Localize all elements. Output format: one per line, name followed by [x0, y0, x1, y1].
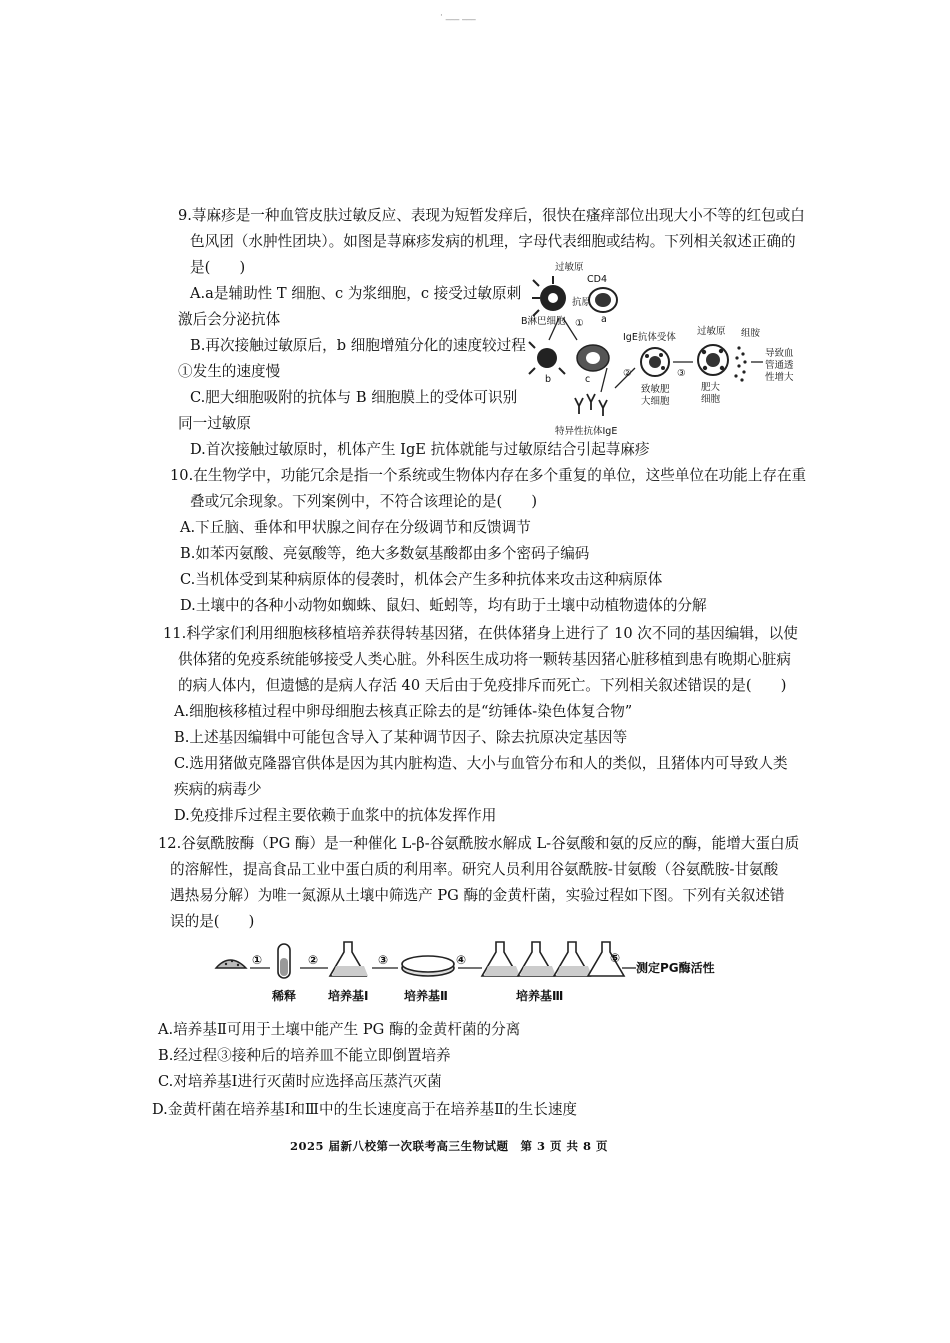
flow-step2-label: ② [308, 953, 319, 967]
flask-medium3-c-icon [554, 942, 592, 976]
fig9-effect-label-2: 管通透 [765, 360, 794, 371]
q11-stem-line-1: 11.科学家们利用细胞核移植培养获得转基因猪，在供体猪身上进行了 10 次不同的基因编辑，以使 [163, 625, 798, 642]
soil-sample-icon [216, 960, 246, 968]
q9-option-a[interactable]: A.a是辅助性 T 细胞、c 为浆细胞，c 接受过敏原刺 [190, 285, 522, 302]
q9-option-b-cont: ①发生的速度慢 [178, 363, 281, 380]
fig9-histamine-label: 组胺 [741, 328, 761, 339]
fig9-mast-label: 肥大 [701, 382, 721, 393]
q11-stem-line-2: 供体猪的免疫系统能够接受人类心脏。外科医生成功将一颗转基因猪心脏移植到患有晚期心脏病 [178, 651, 791, 668]
ige-antibody-icon [575, 394, 607, 416]
q9-option-c[interactable]: C.肥大细胞吸附的抗体与 B 细胞膜上的受体可识别 [190, 389, 518, 406]
fig9-sensitized-label-2: 大细胞 [641, 396, 670, 407]
fig9-allergen2-label: 过敏原 [697, 326, 726, 337]
scan-mark: · ___ ___ [440, 11, 476, 21]
plasma-cell-icon [577, 345, 609, 371]
flow-medium3-label: 培养基Ⅲ [516, 989, 564, 1003]
q9-option-b[interactable]: B.再次接触过敏原后，b 细胞增殖分化的速度较过程 [190, 337, 526, 354]
fig9-allergen-top-label: 过敏原 [555, 262, 584, 273]
q11-option-b[interactable]: B.上述基因编辑中可能包含导入了某种调节因子、除去抗原决定基因等 [174, 729, 628, 746]
q11-option-a[interactable]: A.细胞核移植过程中卵母细胞去核真正除去的是“纺锤体-染色体复合物” [174, 703, 633, 720]
flow-step3-label: ③ [378, 953, 389, 967]
test-tube-icon [278, 944, 290, 978]
flask-medium1-icon [330, 942, 368, 976]
q10-stem-line-2: 叠或冗余现象。下列案例中，不符合该理论的是( ) [190, 493, 538, 510]
q11-option-c-cont: 疾病的病毒少 [174, 781, 262, 798]
flow-step4-label: ④ [456, 953, 467, 967]
q12-option-b[interactable]: B.经过程③接种后的培养皿不能立即倒置培养 [158, 1047, 451, 1064]
fig9-effect-label-1: 导致血 [765, 348, 794, 359]
flask-medium3-a-icon [482, 942, 520, 976]
sensitized-mast-cell-icon [641, 348, 669, 376]
fig9-step1-label: ① [575, 318, 584, 329]
q11-stem-line-3: 的病人体内，但遗憾的是病人存活 40 天后由于免疫排斥而死亡。下列相关叙述错误的是( ) [178, 677, 787, 694]
b-lymphocyte-icon [532, 276, 566, 316]
flow-measure-label: 测定PG酶活性 [636, 961, 715, 975]
pg-enzyme-screening-flow [212, 940, 732, 1010]
flask-medium3-b-icon [518, 942, 556, 976]
page-footer: 2025 届新八校第一次联考高三生物试题 第 3 页 共 8 页 [290, 1139, 609, 1153]
q12-option-a[interactable]: A.培养基Ⅱ可用于土壤中能产生 PG 酶的金黄杆菌的分离 [158, 1021, 521, 1038]
fig9-sensitized-label: 致敏肥 [641, 384, 670, 395]
flow-medium2-label: 培养基Ⅱ [404, 989, 448, 1003]
fig9-step2-label: ② [623, 368, 632, 379]
q9-stem-line-1: 9.荨麻疹是一种血管皮肤过敏反应、表现为短暂发痒后，很快在瘙痒部位出现大小不等的红包或白 [178, 207, 805, 224]
fig9-step3-label: ③ [677, 368, 686, 379]
urticaria-mechanism-figure [515, 258, 805, 438]
q12-option-c[interactable]: C.对培养基Ⅰ进行灭菌时应选择高压蒸汽灭菌 [158, 1073, 442, 1090]
q9-option-c-cont: 同一过敏原 [178, 415, 251, 432]
q9-stem-line-3: 是( ) [190, 259, 246, 276]
fig9-b-lymph-label: B淋巴细胞 [521, 316, 566, 327]
q12-stem-line-2: 的溶解性，提高食品工业中蛋白质的利用率。研究人员利用谷氨酰胺-甘氨酸（谷氨酰胺-甘氨酸 [170, 861, 779, 878]
q12-stem-line-3: 遇热易分解）为唯一氮源从土壤中筛选产 PG 酶的金黄杆菌，实验过程如下图。下列有关叙述错 [170, 887, 785, 904]
fig9-cd4-label: CD4 [587, 274, 607, 285]
q10-option-c[interactable]: C.当机体受到某种病原体的侵袭时，机体会产生多种抗体来攻击这种病原体 [180, 571, 663, 588]
flow-step1-label: ① [252, 953, 263, 967]
q12-stem-line-4: 误的是( ) [170, 913, 255, 930]
q12-option-d[interactable]: D.金黄杆菌在培养基Ⅰ和Ⅲ中的生长速度高于在培养基Ⅱ的生长速度 [152, 1101, 578, 1118]
q11-option-c[interactable]: C.选用猪做克隆器官供体是因为其内脏构造、大小与血管分布和人的类似，且猪体内可导致人类 [174, 755, 788, 772]
fig9-effect-label-3: 性增大 [765, 372, 794, 383]
histamine-granules-icon [734, 346, 746, 381]
fig9-ige-receptor-label: IgE抗体受体 [623, 332, 676, 343]
memory-b-cell-icon [529, 342, 565, 374]
q10-stem-line-1: 10.在生物学中，功能冗余是指一个系统或生物体内存在多个重复的单位，这些单位在功能上存在重 [170, 467, 807, 484]
q9-stem-line-2: 色风团（水肿性团块）。如图是荨麻疹发病的机理，字母代表细胞或结构。下列相关叙述正确的 [190, 233, 796, 250]
q10-option-b[interactable]: B.如苯丙氨酸、亮氨酸等，绝大多数氨基酸都由多个密码子编码 [180, 545, 590, 562]
flow-dilute-label: 稀释 [272, 989, 297, 1003]
fig9-b-label: b [545, 374, 552, 385]
arrow-to-ige [601, 368, 607, 392]
q9-option-a-cont: 激后会分泌抗体 [178, 311, 281, 328]
fig9-c-label: c [585, 374, 591, 385]
q11-option-d[interactable]: D.免疫排斥过程主要依赖于血浆中的抗体发挥作用 [174, 807, 497, 824]
fig9-mast-label-2: 细胞 [701, 394, 721, 405]
fig9-antigen-label: 抗原 [572, 297, 592, 308]
petri-dish-icon [402, 956, 454, 976]
fig9-a-label: a [601, 314, 607, 325]
fig9-specific-ige-label: 特异性抗体IgE [555, 426, 618, 437]
q10-option-a[interactable]: A.下丘脑、垂体和甲状腺之间存在分级调节和反馈调节 [180, 519, 531, 536]
helper-t-cell-icon [589, 288, 617, 312]
q12-stem-line-1: 12.谷氨酰胺酶（PG 酶）是一种催化 L-β-谷氨酰胺水解成 L-谷氨酸和氨的反应的酶，能增大蛋白质 [158, 835, 800, 852]
flow-step5-label: ⑤ [610, 951, 621, 965]
q10-option-d[interactable]: D.土壤中的各种小动物如蜘蛛、鼠妇、蚯蚓等，均有助于土壤中动植物遗体的分解 [180, 597, 707, 614]
flow-medium1-label: 培养基Ⅰ [328, 989, 369, 1003]
mast-cell-icon [698, 345, 728, 375]
q9-option-d[interactable]: D.首次接触过敏原时，机体产生 IgE 抗体就能与过敏原结合引起荨麻疹 [190, 441, 650, 458]
